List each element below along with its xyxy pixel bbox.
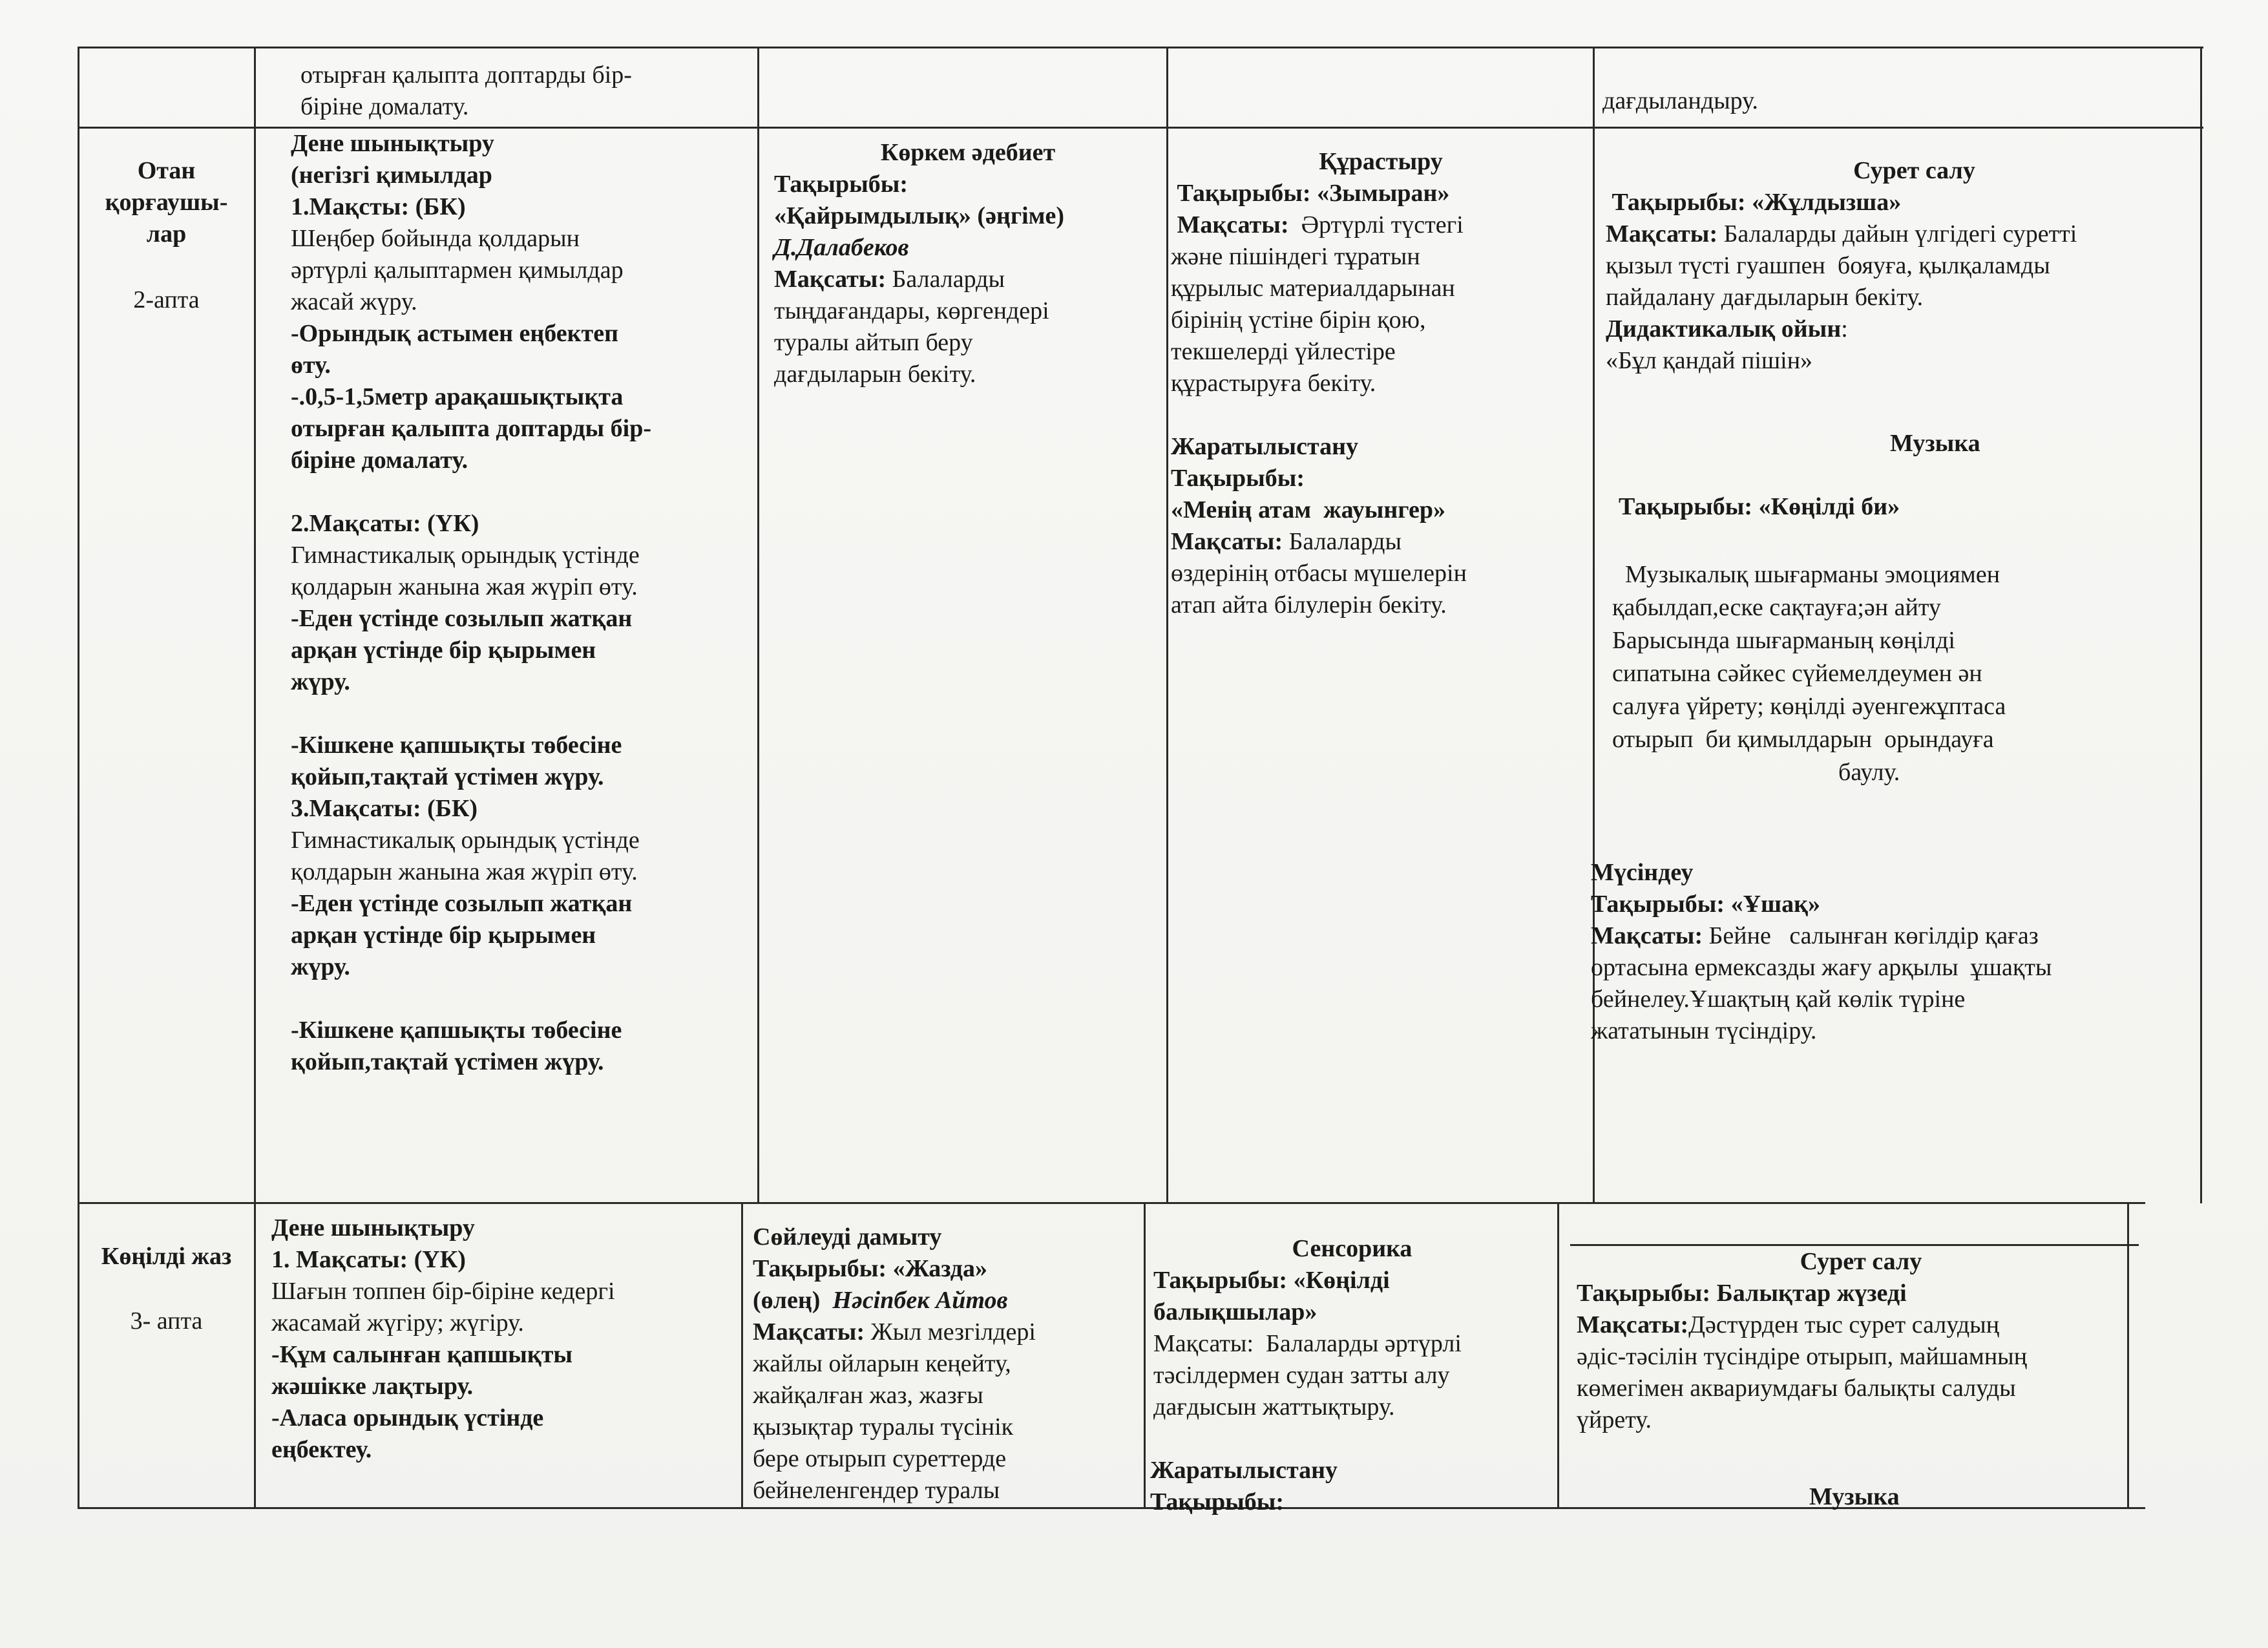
- goal-text: Әртүрлі түстегі: [1288, 211, 1464, 238]
- lesson-heading: Жаратылыстану: [1171, 433, 1358, 460]
- text-line: отырып би қимылдарын орындауға: [1612, 726, 1994, 753]
- goal-label: Мақсаты:: [753, 1318, 865, 1346]
- text-line: үйрету.: [1577, 1406, 1652, 1433]
- text-line: пайдалану дағдыларын бекіту.: [1606, 284, 1924, 311]
- text-line: салуға үйрету; көңілді әуенгежұптаса: [1612, 693, 2006, 720]
- col-divider-2b: [741, 1202, 743, 1508]
- topic-line: Тақырыбы: «Көңілді би»: [1619, 493, 1900, 520]
- spacer: [1150, 1423, 1554, 1455]
- row1-col3: [774, 137, 1162, 390]
- text-line: тыңдағандары, көргендері: [774, 297, 1049, 324]
- col-divider-4b: [1557, 1202, 1559, 1508]
- text-line: Шеңбер бойында қолдарын: [291, 225, 580, 252]
- text-line: Мақсаты: Балаларды әртүрлі: [1153, 1330, 1462, 1357]
- col-divider-0: [78, 47, 79, 1508]
- goal-line: [1591, 920, 2192, 952]
- goal-label: 1. Мақсаты: (ҮК): [271, 1246, 466, 1273]
- text-line: жайқалған жаз, жазғы: [753, 1382, 983, 1409]
- lesson-heading: Жаратылыстану: [1150, 1457, 1338, 1484]
- lesson-heading: Құрастыру: [1319, 148, 1443, 175]
- topic-line: [1591, 889, 2192, 920]
- text-line: -Орындық астымен еңбектеп: [291, 320, 618, 347]
- goal-label: Мақсаты:: [1591, 922, 1703, 949]
- poem-line: [753, 1285, 1140, 1316]
- lesson-heading: Музыка: [1890, 430, 1980, 457]
- goal-line: [1171, 526, 1591, 558]
- text-line: бейнеленгендер туралы: [753, 1477, 1000, 1504]
- lesson-heading: Мүсіндеу: [1591, 859, 1694, 886]
- text-line: біріне домалату.: [300, 93, 469, 120]
- text-line: еңбектеу.: [271, 1436, 372, 1463]
- goal-text: Балаларды: [1283, 528, 1402, 555]
- week-label: 3- апта: [130, 1307, 203, 1335]
- text-line: Гимнастикалық орындық үстінде: [291, 827, 640, 854]
- goal-text: Бейне салынған көгілдір қағаз: [1703, 922, 2039, 949]
- text-line: атап айта білулерін бекіту.: [1171, 591, 1447, 618]
- topic-value: «Менің атам жауынгер»: [1171, 496, 1446, 523]
- col-divider-3b: [1144, 1202, 1146, 1508]
- topic-line: Тақырыбы: «Жазда»: [753, 1255, 988, 1282]
- game-name: «Бұл қандай пішін»: [1606, 347, 1813, 374]
- goal-line: [1171, 209, 1591, 241]
- text-line: туралы айтып беру: [774, 329, 973, 356]
- goal-text: Дәстүрден тыс сурет салудың: [1688, 1311, 2000, 1338]
- row1-week: [81, 284, 252, 316]
- text-line: -Еден үстінде созылып жатқан: [291, 605, 633, 632]
- row1-title: [81, 155, 252, 250]
- row1-modeling: [1591, 857, 2192, 1047]
- goal-label: Мақсаты:: [1171, 528, 1283, 555]
- table-border-top: [78, 47, 2203, 48]
- top-row-col5: [1602, 85, 1758, 117]
- text-line: қолдарын жанына жая жүріп өту.: [291, 573, 638, 600]
- topic-label: Тақырыбы:: [1171, 465, 1305, 492]
- col-divider-5: [2200, 47, 2202, 1203]
- text-line: жүру.: [291, 953, 350, 980]
- text-line: -Кішкене қапшықты төбесіне: [291, 732, 622, 759]
- lesson-heading: Сенсорика: [1292, 1235, 1412, 1262]
- topic-value: «Қайрымдылық» (әңгіме): [774, 202, 1065, 229]
- text-line: құрылыс материалдарынан: [1171, 275, 1455, 302]
- row2-col3: [753, 1221, 1140, 1506]
- text-line: жәшікке лақтыру.: [271, 1373, 474, 1400]
- row1-col4: [1171, 146, 1591, 621]
- text-line: арқан үстінде бір қырымен: [291, 922, 596, 949]
- text-line: қызыл түсті гуашпен бояуға, қылқаламды: [1606, 252, 2050, 279]
- spacer: [1171, 399, 1591, 431]
- text-line: дағдыларын бекіту.: [774, 361, 976, 388]
- text-line: өздерінің отбасы мүшелерін: [1171, 560, 1467, 587]
- row1-col2: [291, 128, 750, 1078]
- text-line: сипатына сәйкес сүйемелдеумен ән: [1612, 660, 1982, 687]
- col-divider-2a: [757, 47, 759, 1203]
- col-divider-5b: [2127, 1202, 2129, 1508]
- text-line: құрастыруға бекіту.: [1171, 370, 1376, 397]
- text-line: балықшылар»: [1153, 1298, 1318, 1326]
- text-line: Шағын топпен бір-біріне кедергі: [271, 1278, 615, 1305]
- week-label: 2-апта: [133, 286, 200, 313]
- text-line: қорғаушы-: [105, 189, 228, 216]
- goal-label: 2.Мақсаты: (ҮК): [291, 510, 479, 537]
- spacer: [291, 983, 750, 1015]
- topic-label: Тақырыбы:: [1591, 891, 1725, 918]
- text-line: отырған қалыпта доптарды бір-: [291, 415, 651, 442]
- text-line: бере отырып суреттерде: [753, 1445, 1007, 1472]
- text-line: әртүрлі қалыптармен қимылдар: [291, 257, 624, 284]
- text-line: Барысында шығарманың көңілді: [1612, 627, 1955, 654]
- author: Д.Далабеков: [774, 234, 909, 261]
- topic-value: «Жұлдызша»: [1745, 189, 1902, 216]
- goal-label: Мақсаты:: [1177, 211, 1289, 238]
- topic-line: Тақырыбы: Балықтар жүзеді: [1577, 1280, 1907, 1307]
- row1-music-topic: [1619, 491, 1900, 523]
- lesson-subheading: (негізгі қимылдар: [291, 162, 492, 189]
- top-row-col2: [300, 59, 632, 123]
- text-line: қолдарын жанына жая жүріп өту.: [291, 858, 638, 885]
- text-line: жасамай жүгіру; жүгіру.: [271, 1309, 524, 1336]
- row2-col2: [271, 1212, 737, 1466]
- goal-text: Балаларды: [886, 266, 1005, 293]
- text-line: Тақырыбы: «Көңілді: [1153, 1267, 1390, 1294]
- spacer: [291, 698, 750, 730]
- poem-label: (өлең): [753, 1287, 821, 1314]
- text-line: өту.: [291, 352, 331, 379]
- text-line: жайлы ойларын кеңейту,: [753, 1350, 1011, 1377]
- row2-title: [81, 1241, 252, 1273]
- goal-label: 3.Мақсаты: (БК): [291, 795, 478, 822]
- text-line: -Еден үстінде созылып жатқан: [291, 890, 633, 917]
- topic-label: Тақырыбы:: [1612, 189, 1746, 216]
- text-line: Отан: [137, 157, 196, 184]
- col-divider-1: [254, 47, 256, 1508]
- row1-music-text: [1612, 558, 2142, 789]
- goal-text: Жыл мезгілдері: [865, 1318, 1036, 1346]
- game-colon: :: [1841, 315, 1848, 343]
- text-line: баулу.: [1838, 759, 1900, 786]
- row2-col5: [1577, 1246, 2126, 1436]
- text-line: ортасына ермексазды жағу арқылы ұшақты: [1591, 954, 2052, 981]
- row1-music-heading: [1890, 428, 1980, 460]
- text-line: бейнелеу.Ұшақтың қай көлік түріне: [1591, 986, 1966, 1013]
- goal-label: Мақсаты:: [1606, 220, 1718, 248]
- topic-line: [1171, 178, 1591, 209]
- text-line: әдіс-тәсілін түсіндіре отырып, майшамның: [1577, 1343, 2028, 1370]
- text-line: біріне домалату.: [291, 447, 468, 474]
- text-line: дағдыландыру.: [1602, 87, 1758, 114]
- text-line: дағдысын жаттықтыру.: [1153, 1393, 1395, 1421]
- topic-label: Тақырыбы:: [1177, 180, 1311, 207]
- text-line: отырған қалыпта доптарды бір-: [300, 61, 632, 89]
- topic-label: Тақырыбы:: [774, 171, 908, 198]
- text-line: -.0,5-1,5метр арақашықтықта: [291, 383, 624, 410]
- goal-label: 1.Мақсты: (БК): [291, 193, 466, 220]
- text-line: және пішіндегі тұратын: [1171, 243, 1420, 270]
- lesson-heading: Музыка: [1809, 1483, 1900, 1510]
- text-line: -Кішкене қапшықты төбесіне: [291, 1017, 622, 1044]
- game-label: Дидактикалық ойын: [1606, 315, 1842, 343]
- lesson-heading: Сурет салу: [1853, 157, 1975, 184]
- text-line: көмегімен аквариумдағы балықты салуды: [1577, 1375, 2016, 1402]
- lesson-heading: Сурет салу: [1800, 1248, 1922, 1275]
- text-line: тәсілдермен судан затты алу: [1153, 1362, 1450, 1389]
- col-divider-3a: [1166, 47, 1168, 1203]
- topic-value: «Ұшақ»: [1725, 891, 1821, 918]
- game-line: [1606, 313, 2197, 345]
- author: Нәсіпбек Айтов: [820, 1287, 1008, 1314]
- text-line: Музыкалық шығарманы эмоциямен: [1625, 561, 2000, 588]
- lesson-heading: Дене шынықтыру: [291, 130, 494, 157]
- topic-line: [1606, 187, 2197, 218]
- text-line: Гимнастикалық орындық үстінде: [291, 542, 640, 569]
- goal-line: [753, 1316, 1140, 1348]
- text-line: қойып,тақтай үстімен жүру.: [291, 1048, 604, 1075]
- row1-col5: [1606, 155, 2197, 377]
- goal-line: [774, 264, 1162, 295]
- goal-label: Мақсаты:: [1577, 1311, 1689, 1338]
- row2-col4: [1150, 1233, 1554, 1518]
- text-line: арқан үстінде бір қырымен: [291, 637, 596, 664]
- text-line: қабылдап,еске сақтауға;ән айту: [1612, 594, 1941, 621]
- topic-value: «Зымыран»: [1310, 180, 1450, 207]
- text-line: -Құм салынған қапшықты: [271, 1341, 573, 1368]
- goal-line: [1577, 1309, 2126, 1341]
- goal-line: [1606, 218, 2197, 250]
- text-line: жасай жүру.: [291, 288, 417, 315]
- goal-label: Мақсаты:: [774, 266, 887, 293]
- text-line: -Аласа орындық үстінде: [271, 1404, 544, 1431]
- text-line: текшелерді үйлестіре: [1171, 338, 1396, 365]
- text-line: жататынын түсіндіру.: [1591, 1017, 1817, 1044]
- text-line: лар: [146, 220, 187, 248]
- text-line: бірінің үстіне бірін қою,: [1171, 306, 1426, 333]
- row2-week: [81, 1305, 252, 1337]
- row-title: Көңілді жаз: [101, 1243, 232, 1270]
- spacer: [291, 476, 750, 508]
- lesson-heading: Көркем әдебиет: [880, 139, 1056, 166]
- text-line: қойып,тақтай үстімен жүру.: [291, 763, 604, 790]
- topic-label: Тақырыбы:: [1150, 1488, 1285, 1516]
- lesson-heading: Дене шынықтыру: [271, 1214, 475, 1241]
- text-line: жүру.: [291, 668, 350, 695]
- row2-music-heading: [1809, 1481, 1900, 1513]
- row-divider-2: [78, 1202, 2145, 1204]
- lesson-heading: Сөйлеуді дамыту: [753, 1223, 942, 1251]
- text-line: қызықтар туралы түсінік: [753, 1413, 1014, 1441]
- goal-text: Балаларды дайын үлгідегі суретті: [1717, 220, 2077, 248]
